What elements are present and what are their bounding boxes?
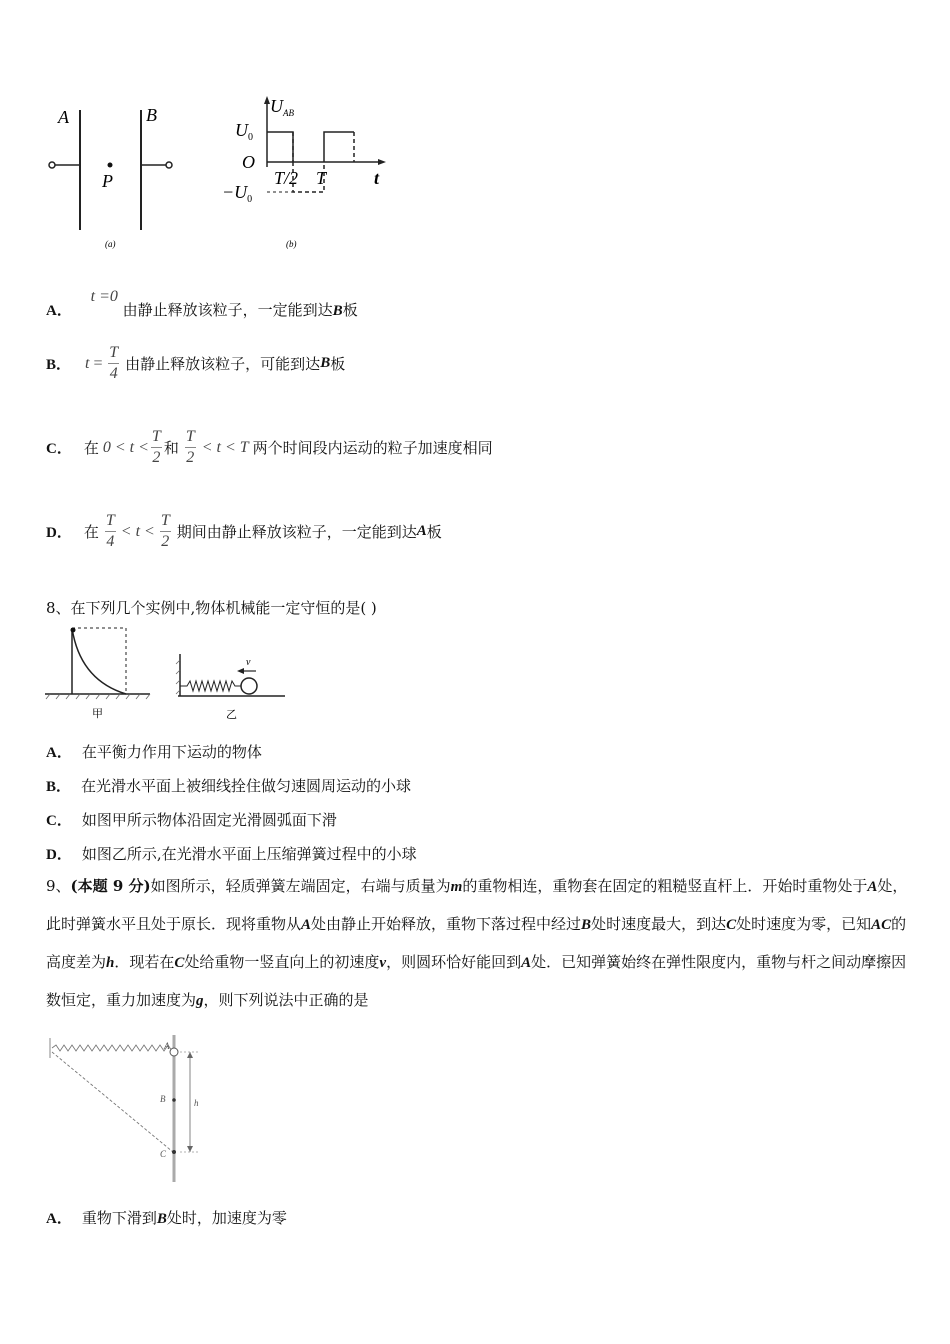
fig-label-a: A (164, 1041, 170, 1051)
option-text: 期间由静止释放该粒子，一定能到达 (176, 523, 417, 541)
option-label: D． (46, 525, 72, 541)
y-axis-label: $U_{AB}$ (270, 96, 294, 118)
spring-final-position (52, 1052, 173, 1152)
neg-u0-label: $-U_0$ (222, 182, 253, 205)
block-jia (71, 628, 76, 633)
q9-option-a: A． 重物下滑到B处时，加速度为零 (46, 1209, 287, 1227)
label-p: P (102, 171, 113, 191)
fraction-t-over-2: $\frac{T}{2}$ (160, 512, 170, 550)
option-label: A． (46, 303, 72, 319)
q8-option-c: C． 如图甲所示物体沿固定光滑圆弧面下滑 (46, 811, 337, 829)
caption-yi: 乙 (226, 709, 237, 721)
q7-option-c (46, 427, 493, 468)
particle-p (108, 163, 113, 168)
word-zai: 在 (83, 523, 99, 541)
t-half-label: T/2 (274, 168, 299, 188)
option-text-end: 板 (330, 355, 346, 373)
ring-a (170, 1048, 178, 1056)
figure-a (40, 95, 190, 260)
t-full-label: T (316, 168, 327, 188)
velocity-label: v (246, 657, 251, 668)
option-text: 由静止释放该粒子，可能到达 (125, 355, 321, 373)
q8-option-d: D． 如图乙所示,在光滑水平面上压缩弹簧过程中的小球 (46, 845, 417, 863)
fig-label-h: h (194, 1098, 199, 1108)
caption-b: (b) (286, 239, 297, 249)
u0-label: $U_0$ (235, 120, 253, 143)
q9-figure (40, 1030, 220, 1190)
q8-stem: 8、在下列几个实例中,物体机械能一定守恒的是( ) (46, 599, 377, 617)
option-text-end: 板 (342, 301, 358, 319)
origin-label: O (242, 152, 255, 172)
caption-a: (a) (105, 239, 116, 249)
option-text-end: 板 (426, 523, 442, 541)
math-range-1: 0 < t < (102, 438, 149, 456)
ring-c (172, 1150, 176, 1154)
waveform-high-2 (324, 132, 354, 162)
q7-option-b (46, 343, 345, 384)
plate-label: B (320, 355, 331, 371)
t-axis-label: t (374, 168, 380, 188)
option-text: 由静止释放该粒子，一定能到达 (122, 301, 333, 319)
fraction-t-over-4: $\frac{T}{4}$ (109, 344, 119, 382)
math-eq: = (92, 354, 104, 372)
math-range: < t < (120, 522, 155, 540)
plate-label: A (416, 523, 427, 539)
q8-option-a: A． 在平衡力作用下运动的物体 (46, 743, 262, 761)
fig-label-b: B (160, 1094, 166, 1104)
q9-stem: 9、(本题 9 分)如图所示，轻质弹簧左端固定，右端与质量为m的重物相连，重物套在固定的粗糙竖直杆上．开始时重物处于A处，此时弹簧水平且处于原长．现将重物从A处由静止开始释放，重物下落过程中经过B处时速度最大，到达C处时速度为零，已知AC的高度差为h．现若在C处给重物一竖直向上的初速度v，则圆环恰好能回到A处．已知弹簧始终在弹性限度内，重物与杆之间动摩擦因数恒定，重力加速度为g，则下列说法中正确的是 (46, 877, 908, 1009)
point-b (172, 1098, 176, 1102)
math-t: t (85, 354, 90, 372)
q7-option-a (46, 287, 358, 317)
caption-jia: 甲 (92, 708, 103, 720)
word-he: 和 (163, 439, 179, 457)
terminal-b (166, 162, 172, 168)
arc-surface (72, 628, 126, 694)
q8-figures (40, 620, 300, 730)
figure-b (220, 92, 400, 260)
math-range-2: < t < T (201, 438, 249, 456)
label-b: B (146, 105, 157, 125)
fraction-t-over-2: $\frac{T}{2}$ (151, 428, 161, 466)
word-zai: 在 (83, 439, 99, 457)
label-a: A (58, 107, 69, 127)
q7-option-d (46, 511, 442, 552)
option-label: B． (46, 357, 72, 373)
fig-label-c: C (160, 1149, 167, 1159)
fraction-t-over-4: $\frac{T}{4}$ (105, 512, 115, 550)
spring-q9 (52, 1045, 174, 1051)
math-t-equals-0: t =0 (90, 288, 118, 305)
waveform-high-1 (267, 132, 293, 162)
option-label: C． (46, 441, 72, 457)
ball (241, 678, 257, 694)
q8-option-b: B． 在光滑水平面上被细线拴住做匀速圆周运动的小球 (46, 777, 412, 795)
option-text: 两个时间段内运动的粒子加速度相同 (252, 439, 493, 457)
terminal-a (49, 162, 55, 168)
fraction-t-over-2-b: $\frac{T}{2}$ (185, 428, 195, 466)
spring (180, 681, 242, 691)
plate-label: B (332, 303, 343, 319)
